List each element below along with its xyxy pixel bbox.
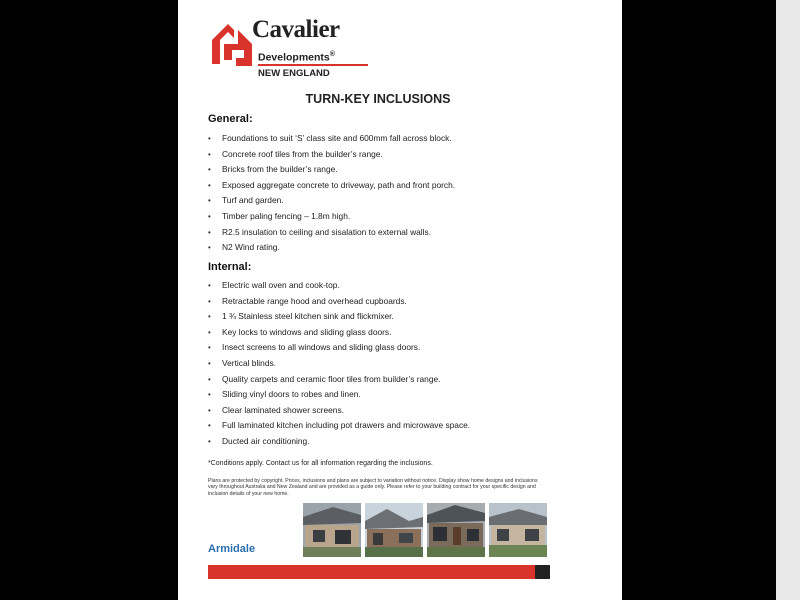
house-photo xyxy=(365,503,423,557)
footer-dark-block xyxy=(535,565,550,579)
legal-disclaimer: Plans are protected by copyright. Prices, inclusions and plans are subject to variation without notice. Display show home designs and inclusions vary throughout Australia and New Zealand and are provided as a guide only. Please refer to your building contract for your specific design and inclusion details of your new home. xyxy=(208,478,538,497)
list-item: • Key locks to windows and sliding glass doors. xyxy=(208,325,470,341)
brand-subtitle: Developments® xyxy=(258,51,335,64)
house-photo xyxy=(427,503,485,557)
list-item: • 1 ¾ Stainless steel kitchen sink and flickmixer. xyxy=(208,309,470,325)
house-photo-strip xyxy=(303,503,548,557)
footer-red-bar xyxy=(208,565,550,579)
house-photo xyxy=(489,503,547,557)
section-heading-general: General: xyxy=(208,113,253,125)
list-item: • Exposed aggregate concrete to driveway, path and front porch. xyxy=(208,178,455,194)
list-item: • Sliding vinyl doors to robes and linen. xyxy=(208,387,470,403)
registered-mark: ® xyxy=(329,51,335,58)
location-label: Armidale xyxy=(208,543,256,555)
page-edge-strip xyxy=(776,0,800,600)
page-title: TURN-KEY INCLUSIONS xyxy=(305,92,451,106)
list-item: • Vertical blinds. xyxy=(208,356,470,372)
brand-rule xyxy=(258,64,368,66)
list-item: • Timber paling fencing – 1.8m high. xyxy=(208,209,455,225)
list-item: • Bricks from the builder’s range. xyxy=(208,162,455,178)
list-item: • Electric wall oven and cook-top. xyxy=(208,278,470,294)
section-heading-internal: Internal: xyxy=(208,261,252,273)
list-item: • Turf and garden. xyxy=(208,193,455,209)
list-item: • Clear laminated shower screens. xyxy=(208,403,470,419)
internal-list xyxy=(208,278,470,450)
list-item: • Quality carpets and ceramic floor tiles from builder’s range. xyxy=(208,372,470,388)
house-logo-icon xyxy=(208,18,258,70)
brand-name: Cavalier xyxy=(252,16,340,43)
general-list xyxy=(208,131,455,256)
document-page xyxy=(178,0,622,600)
cavalier-logo xyxy=(208,18,388,82)
list-item: • Foundations to suit ‘S’ class site and 600mm fall across block. xyxy=(208,131,455,147)
list-item: • N2 Wind rating. xyxy=(208,240,455,256)
list-item: • R2.5 insulation to ceiling and sisalation to external walls. xyxy=(208,225,455,241)
conditions-note: *Conditions apply. Contact us for all information regarding the inclusions. xyxy=(208,460,433,467)
list-item: • Full laminated kitchen including pot drawers and microwave space. xyxy=(208,418,470,434)
house-photo xyxy=(303,503,361,557)
brand-region: NEW ENGLAND xyxy=(258,68,330,79)
list-item: • Concrete roof tiles from the builder’s range. xyxy=(208,147,455,163)
list-item: • Ducted air conditioning. xyxy=(208,434,470,450)
list-item: • Retractable range hood and overhead cupboards. xyxy=(208,294,470,310)
list-item: • Insect screens to all windows and sliding glass doors. xyxy=(208,340,470,356)
